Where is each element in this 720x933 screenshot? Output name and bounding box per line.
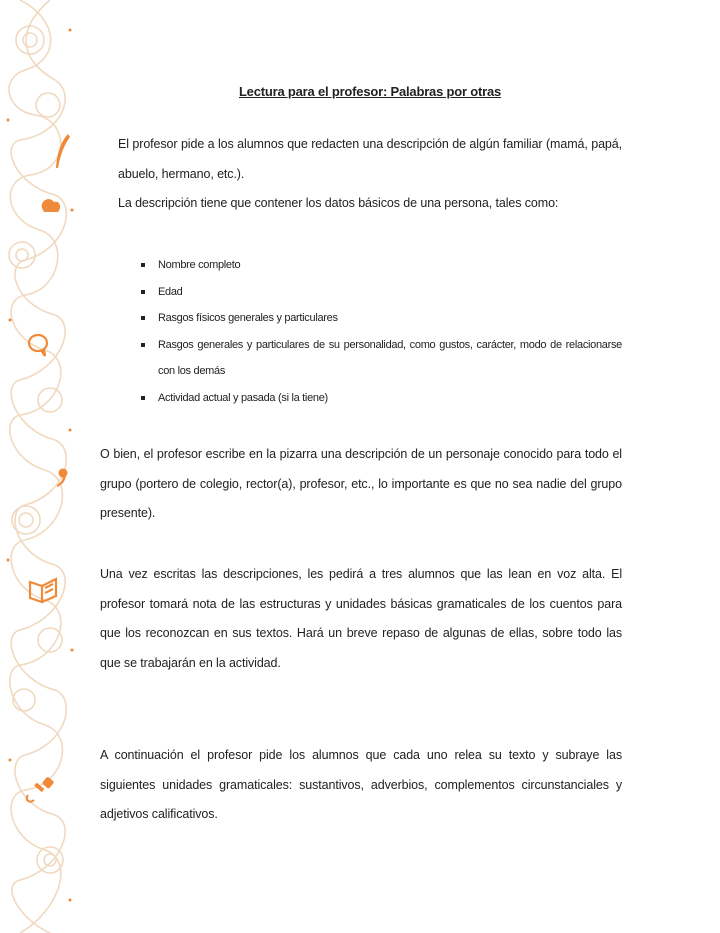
paragraph (100, 440, 622, 529)
data-requirements-list (138, 252, 622, 411)
list-item: Rasgos físicos generales y particulares (138, 305, 622, 332)
paragraph-text: O bien, el profesor escribe en la pizarra una descripción de un personaje conocido para todo el grupo (portero de colegio, rector(a), profesor, etc., lo importante es que no sea nadie del grupo presente). (100, 447, 622, 520)
page-title: Lectura para el profesor: Palabras por otras (238, 84, 502, 99)
intro-paragraph: La descripción tiene que contener los datos básicos de una persona, tales como: (118, 196, 559, 210)
intro-text (118, 130, 622, 219)
list-item: Actividad actual y pasada (si la tiene) (138, 385, 622, 412)
list-item: Nombre completo (138, 252, 622, 279)
paragraph (100, 741, 622, 830)
list-item: Edad (138, 279, 622, 306)
paragraph (100, 560, 622, 678)
paragraph-text: Una vez escritas las descripciones, les pedirá a tres alumnos que las lean en voz alta. El profesor tomará nota de las estructuras y unidades básicas gramaticales de los cuentos para que los reconozcan en sus textos. Hará un breve repaso de algunas de ellas, sobre todo las que se trabajarán en la actividad. (100, 567, 622, 670)
intro-paragraph: El profesor pide a los alumnos que redacten una descripción de algún familiar (mamá, papá, abuelo, hermano, etc.). (118, 137, 622, 181)
list-item: Rasgos generales y particulares de su personalidad, como gustos, carácter, modo de relacionarse con los demás (138, 332, 622, 385)
paragraph-text: A continuación el profesor pide los alumnos que cada uno relea su texto y subraye las siguientes unidades gramaticales: sustantivos, adverbios, complementos circunstanciales y adjetivos calificativos. (100, 748, 622, 821)
